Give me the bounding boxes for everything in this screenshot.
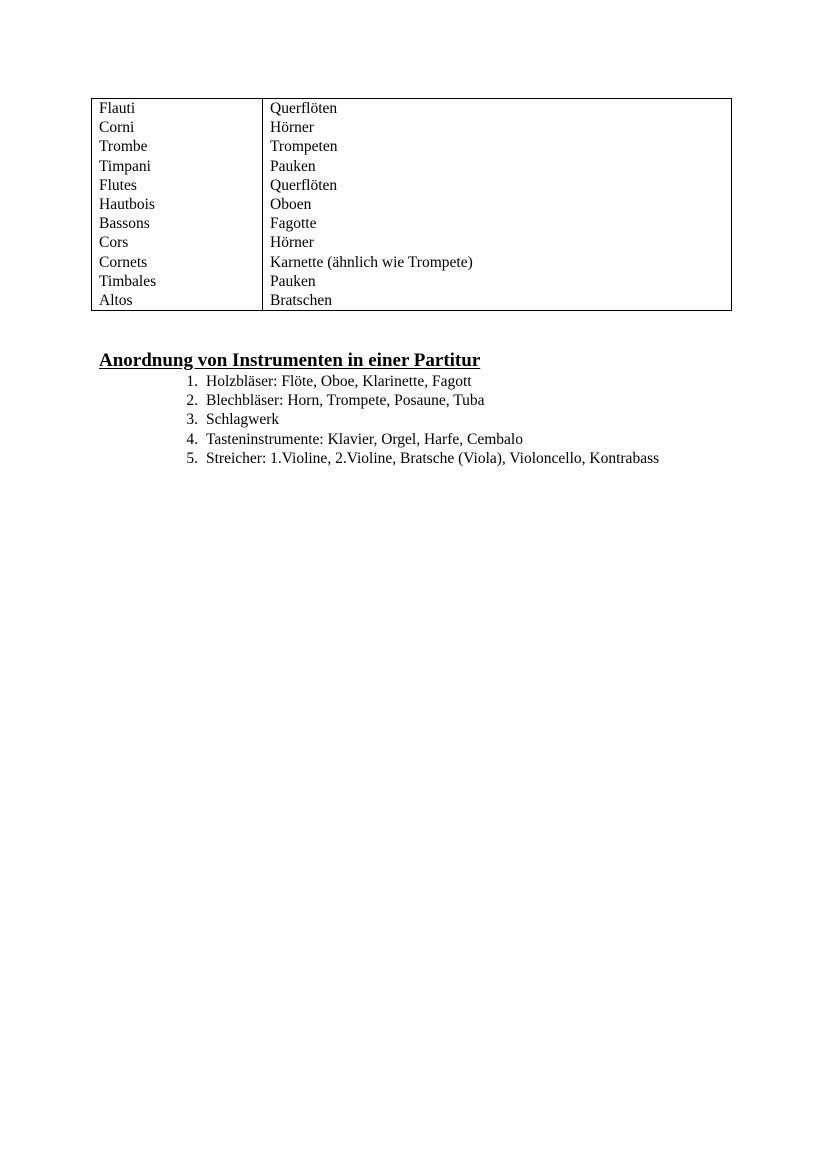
translation-cell: Hörner xyxy=(270,234,314,252)
term-cell: Hautbois xyxy=(92,195,263,214)
list-item-text: Tasteninstrumente: Klavier, Orgel, Harfe, Cembalo xyxy=(206,430,523,448)
table-row xyxy=(92,291,732,311)
list-item xyxy=(150,372,659,391)
table-row xyxy=(92,253,732,272)
translation-cell: Bratschen xyxy=(270,292,332,310)
term-cell: Bassons xyxy=(92,214,263,233)
term-cell: Flutes xyxy=(92,176,263,195)
list-item xyxy=(150,430,659,449)
translation-cell: Querflöten xyxy=(270,176,338,194)
list-item xyxy=(150,391,659,410)
table-row xyxy=(92,214,732,233)
term-cell: Trombe xyxy=(92,137,263,156)
table-row xyxy=(92,137,732,156)
list-item-text: Schlagwerk xyxy=(206,411,280,429)
translation-cell: Pauken xyxy=(270,272,316,290)
term-cell: Cors xyxy=(92,233,263,252)
table-row xyxy=(92,195,732,214)
list-item-number: 4. xyxy=(186,430,198,448)
list-item-text: Blechbläser: Horn, Trompete, Posaune, Tuba xyxy=(206,392,485,410)
instrument-order-list xyxy=(150,372,659,468)
term-cell: Flauti xyxy=(92,99,263,119)
table-row xyxy=(92,272,732,291)
translation-cell: Trompeten xyxy=(270,138,338,156)
list-item-number: 2. xyxy=(186,392,198,410)
translation-cell: Hörner xyxy=(270,119,314,137)
list-item-text: Streicher: 1.Violine, 2.Violine, Bratsche (Viola), Violoncello, Kontrabass xyxy=(206,449,660,467)
translation-cell: Oboen xyxy=(270,196,312,214)
term-cell: Altos xyxy=(92,291,263,311)
list-item-number: 1. xyxy=(186,373,198,390)
translation-cell: Querflöten xyxy=(270,100,338,117)
table-row xyxy=(92,118,732,137)
list-item-number: 5. xyxy=(186,449,198,467)
term-cell: Timbales xyxy=(92,272,263,291)
instrument-terms-table xyxy=(91,98,732,311)
term-cell: Corni xyxy=(92,118,263,137)
table-row xyxy=(92,157,732,176)
list-item xyxy=(150,410,659,429)
list-item-text: Holzbläser: Flöte, Oboe, Klarinette, Fagott xyxy=(206,373,472,390)
section-heading: Anordnung von Instrumenten in einer Partitur xyxy=(99,350,481,371)
list-item-number: 3. xyxy=(186,411,198,429)
table-row xyxy=(92,176,732,195)
translation-cell: Karnette (ähnlich wie Trompete) xyxy=(270,253,473,271)
table-row xyxy=(92,233,732,252)
table-row xyxy=(92,99,732,119)
translation-cell: Fagotte xyxy=(270,215,317,233)
translation-cell: Pauken xyxy=(270,157,316,175)
term-cell: Cornets xyxy=(92,253,263,272)
list-item xyxy=(150,449,659,468)
term-cell: Timpani xyxy=(92,157,263,176)
